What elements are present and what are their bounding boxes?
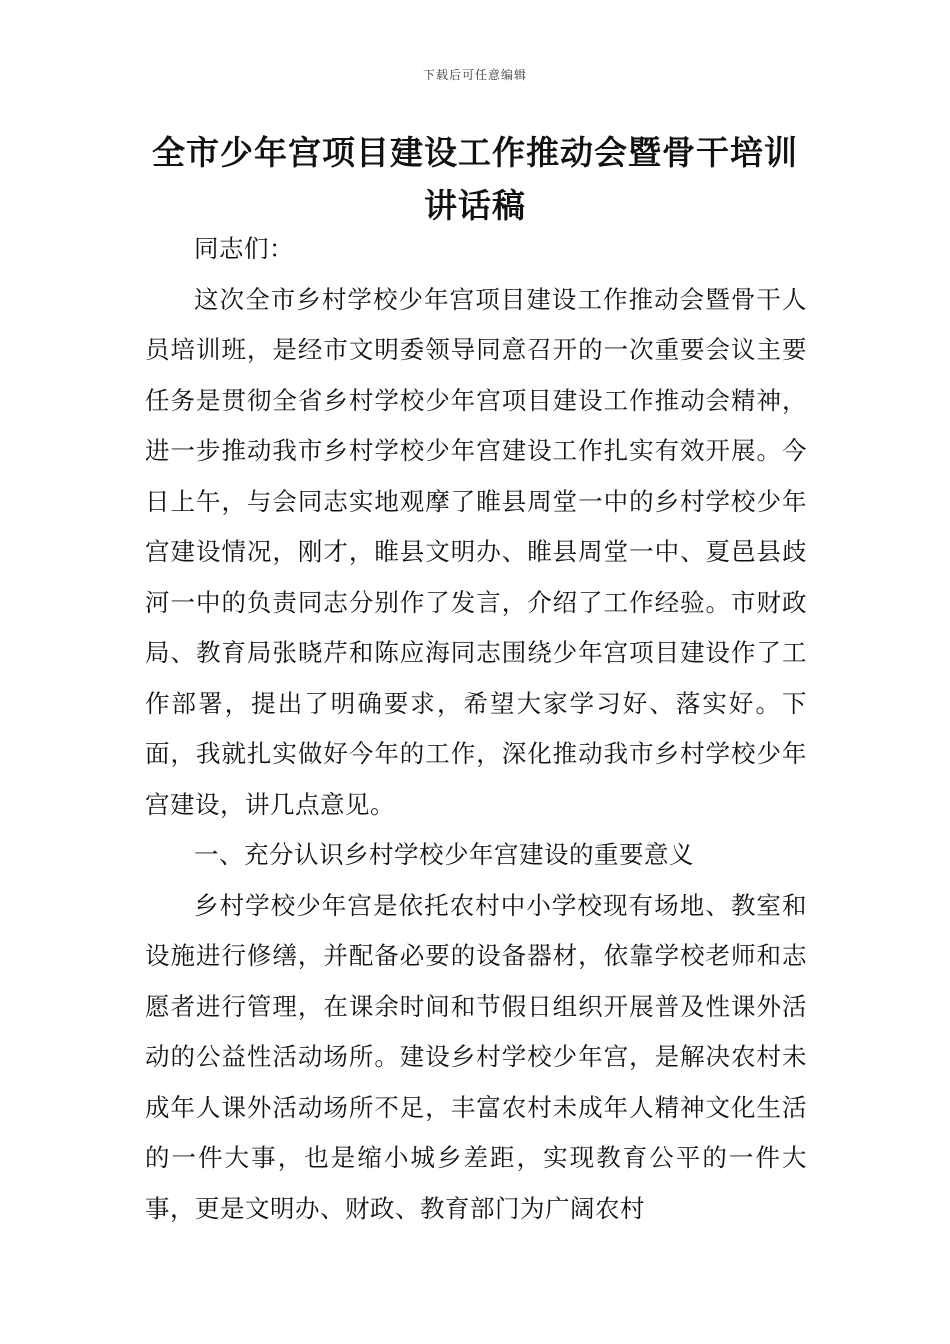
document-body [145,224,807,1234]
document-title: 全市少年宫项目建设工作推动会暨骨干培训讲话稿 [152,133,798,225]
section-heading: 一、充分认识乡村学校少年宫建设的重要意义 [194,840,694,869]
paragraph-section-1: 乡村学校少年宫是依托农村中小学校现有场地、教室和设施进行修缮，并配备必要的设备器材，依靠学校老师和志愿者进行管理，在课余时间和节假日组织开展普及性课外活动的公益性活动场所。建设乡村学校少年宫，是解决农村未成年人课外活动场所不足，丰富农村未成年人精神文化生活的一件大事，也是缩小城乡差距，实现教育公平的一件大事，更是文明办、财政、教育部门为广阔农村 [145,890,807,1223]
paragraph-intro: 这次全市乡村学校少年宫项目建设工作推动会暨骨干人员培训班，是经市文明委领导同意召开的一次重要会议主要任务是贯彻全省乡村学校少年宫项目建设工作推动会精神，进一步推动我市乡村学校少年宫建设工作扎实有效开展。今日上午，与会同志实地观摩了睢县周堂一中的乡村学校少年宫建设情况，刚才，睢县文明办、睢县周堂一中、夏邑县歧河一中的负责同志分别作了发言，介绍了工作经验。市财政局、教育局张晓芹和陈应海同志围绕少年宫项目建设作了工作部署，提出了明确要求，希望大家学习好、落实好。下面，我就扎实做好今年的工作，深化推动我市乡村学校少年宫建设，讲几点意见。 [145,284,807,819]
header-note: 下载后可任意编辑 [422,68,527,82]
salutation: 同志们： [194,234,294,263]
